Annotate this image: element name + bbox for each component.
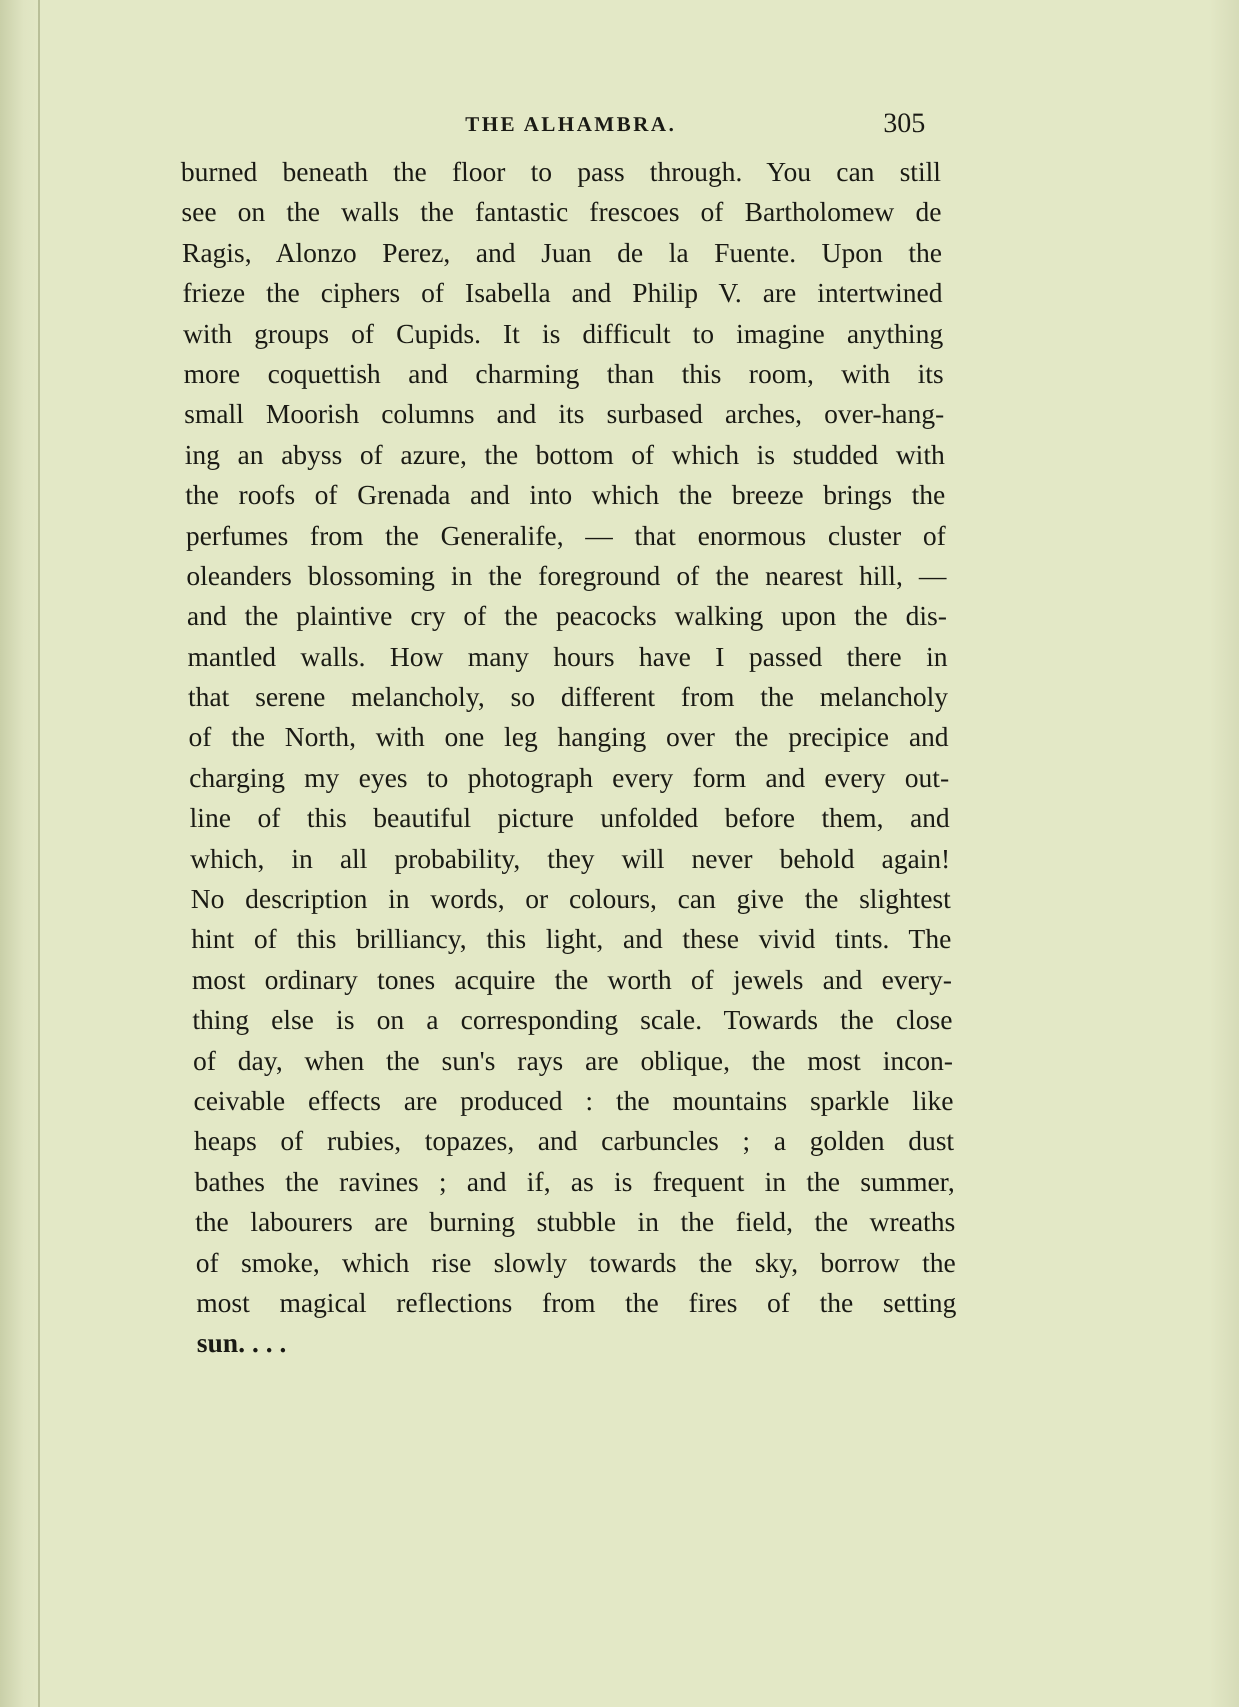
text-line: of smoke, which rise slowly towards the sky, borrow the (195, 1246, 956, 1278)
text-line: No description in words, or colours, can give the slightest (190, 883, 951, 915)
text-line: heaps of rubies, topazes, and carbuncles ; a golden dust (193, 1125, 955, 1157)
text-line: most magical reflections from the fires of the setting (196, 1286, 957, 1318)
text-line: the roofs of Grenada and into which the breeze brings the (185, 479, 946, 511)
text-line: which, in all probability, they will never behold again! (190, 842, 951, 874)
book-gutter (0, 0, 40, 1707)
text-line: Ragis, Alonzo Perez, and Juan de la Fuente. Upon the (181, 236, 943, 268)
text-line: of the North, with one leg hanging over the precipice and (188, 721, 949, 753)
text-line: charging my eyes to photograph every form and every out- (188, 761, 950, 793)
book-page (180, 108, 957, 1364)
running-title: THE ALHAMBRA. (465, 112, 677, 136)
text-line: that serene melancholy, so different from the melancholy (187, 681, 949, 713)
text-line: and the plaintive cry of the peacocks walking upon the dis- (186, 600, 948, 632)
text-line: bathes the ravines ; and if, as is frequent in the summer, (194, 1165, 955, 1197)
text-line: hint of this brilliancy, this light, and these vivid tints. The (191, 923, 952, 955)
text-line: ing an abyss of azure, the bottom of which is studded with (184, 438, 945, 470)
text-line: the labourers are burning stubble in the field, the wreaths (194, 1206, 956, 1238)
text-line: ceivable effects are produced : the mountains sparkle like (193, 1084, 954, 1116)
text-line: more coquettish and charming than this room, with its (183, 357, 944, 389)
text-line: thing else is on a corresponding scale. Towards the close (192, 1004, 953, 1036)
page-number: 305 (883, 108, 926, 139)
text-line: small Moorish columns and its surbased arches, over-hang- (183, 398, 945, 430)
text-line: frieze the ciphers of Isabella and Philip V. are intertwined (182, 277, 943, 309)
text-line: most ordinary tones acquire the worth of jewels and every- (191, 963, 953, 995)
text-line: of day, when the sun's rays are oblique, the most incon- (192, 1044, 954, 1076)
text-line: mantled walls. How many hours have I passed there in (187, 640, 948, 672)
page-edge (1209, 0, 1239, 1707)
text-line: perfumes from the Generalife, — that enormous cluster of (185, 519, 947, 551)
text-line: with groups of Cupids. It is difficult to imagine anything (182, 317, 944, 349)
text-line: line of this beautiful picture unfolded before them, and (189, 802, 950, 834)
text-line: oleanders blossoming in the foreground of the nearest hill, — (186, 559, 947, 591)
body-text (181, 152, 957, 1364)
page-header (180, 108, 941, 152)
gutter-line (38, 0, 40, 1707)
text-line: sun. . . . (196, 1327, 287, 1359)
text-line: burned beneath the floor to pass through. You can still (180, 156, 942, 187)
text-line: see on the walls the fantastic frescoes of Bartholomew de (181, 196, 942, 228)
